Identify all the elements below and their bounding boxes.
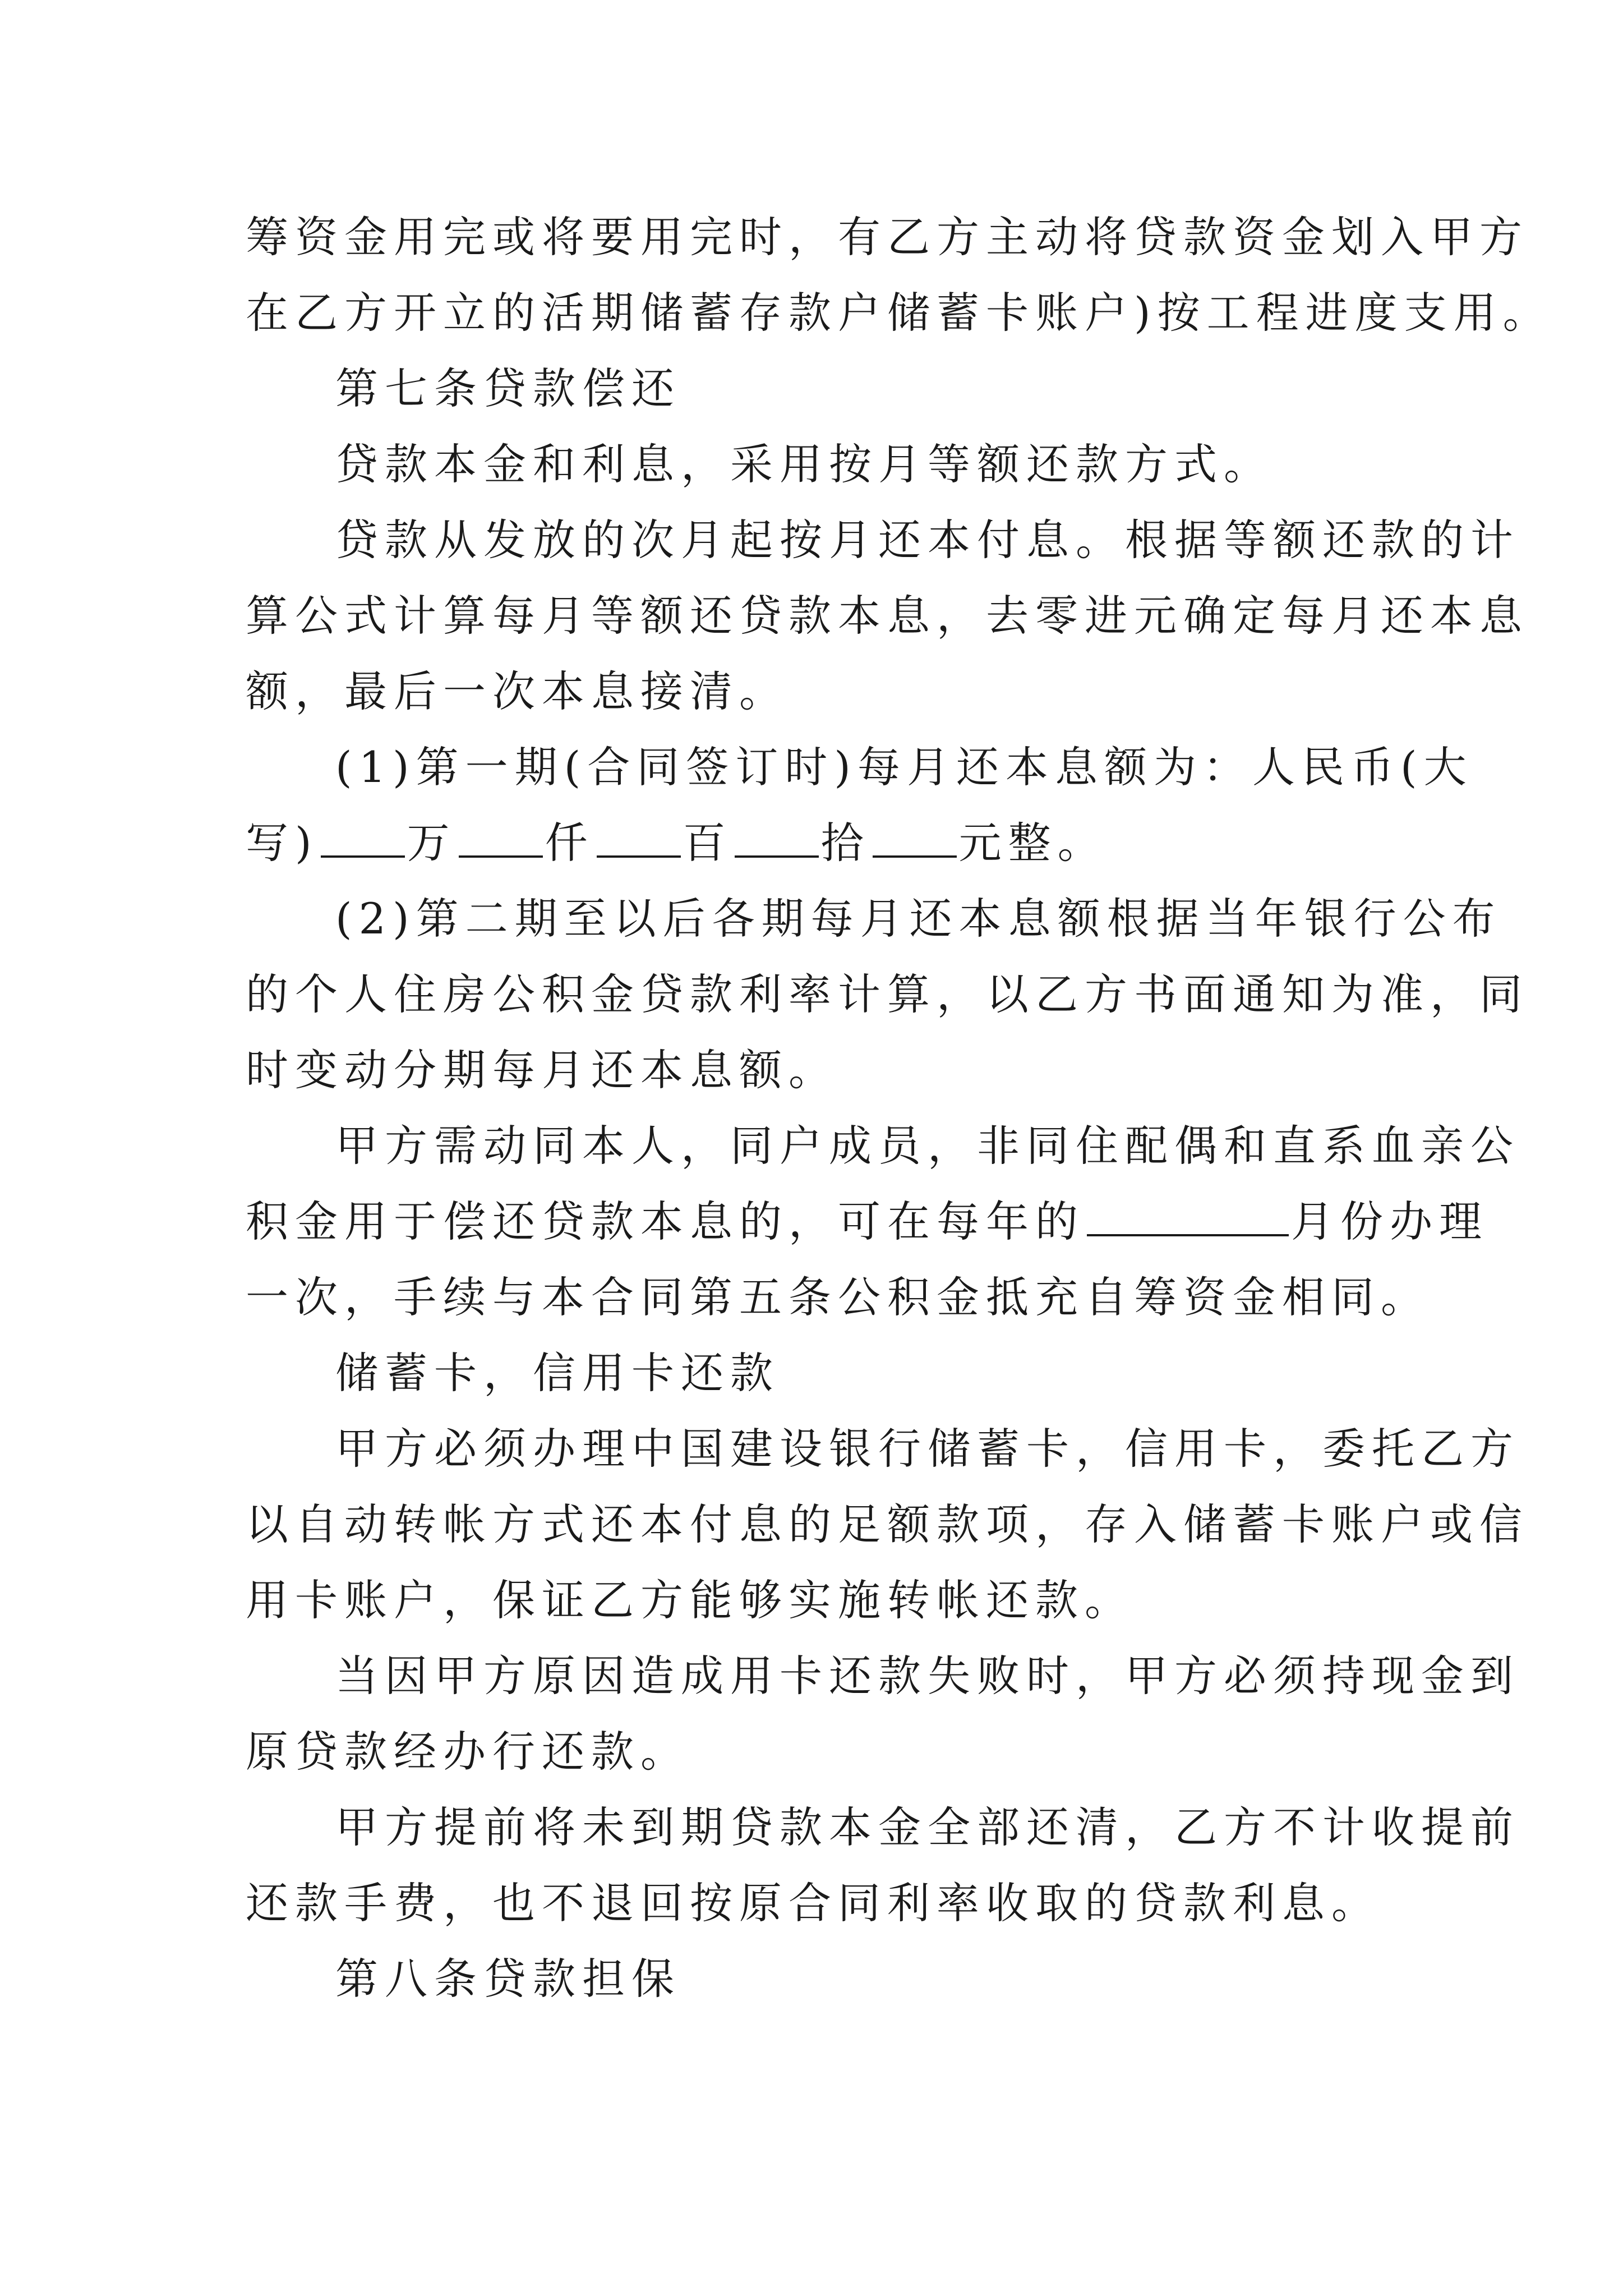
- text-line: 甲方需动同本人，同户成员，非同住配偶和直系血亲公: [335, 1121, 1520, 1171]
- text-line: 在乙方开立的活期储蓄存款户储蓄卡账户)按工程进度支用。: [246, 288, 1552, 338]
- text-line: 时变动分期每月还本息额。: [246, 1045, 838, 1095]
- amount-blank-qian[interactable]: [459, 816, 543, 858]
- text-line: 用卡账户，保证乙方能够实施转帐还款。: [246, 1575, 1134, 1625]
- month-blank[interactable]: [1087, 1195, 1289, 1236]
- amount-unit: 元整。: [958, 818, 1107, 868]
- text-line: 甲方必须办理中国建设银行储蓄卡，信用卡，委托乙方: [335, 1424, 1520, 1474]
- text-line: 甲方提前将未到期贷款本金全部还清，乙方不计收提前: [335, 1802, 1520, 1852]
- text-line: 当因甲方原因造成用卡还款失败时，甲方必须持现金到: [335, 1651, 1520, 1701]
- month-line-before: 积金用于偿还贷款本息的，可在每年的: [246, 1197, 1085, 1246]
- amount-unit: 仟: [545, 818, 594, 868]
- amount-unit: 拾: [820, 818, 870, 868]
- text-line: 额，最后一次本息接清。: [246, 666, 789, 716]
- month-fill-line: [246, 1184, 1488, 1259]
- text-line: 的个人住房公积金贷款利率计算，以乙方书面通知为准，同: [246, 969, 1529, 1019]
- section-heading-8: 第八条贷款担保: [335, 1954, 681, 2004]
- document-body: [246, 199, 1552, 2017]
- amount-unit: 万: [407, 818, 457, 868]
- text-line: 算公式计算每月等额还贷款本息，去零进元确定每月还本息: [246, 591, 1529, 641]
- text-line: (1)第一期(合同签订时)每月还本息额为：人民币(大: [335, 742, 1473, 792]
- month-line-after: 月份办理: [1291, 1197, 1488, 1246]
- text-line: 贷款从发放的次月起按月还本付息。根据等额还款的计: [335, 515, 1520, 565]
- amount-blank-shi[interactable]: [735, 816, 819, 858]
- subsection-heading: 储蓄卡，信用卡还款: [335, 1348, 780, 1398]
- text-line: 一次，手续与本合同第五条公积金抵充自筹资金相同。: [246, 1272, 1430, 1322]
- amount-blank-wan[interactable]: [321, 816, 405, 858]
- text-line: (2)第二期至以后各期每月还本息额根据当年银行公布: [335, 894, 1502, 944]
- amount-fill-line: [246, 805, 1384, 881]
- section-heading-7: 第七条贷款偿还: [335, 364, 681, 413]
- amount-prefix: 写): [246, 818, 319, 868]
- text-line: 原贷款经办行还款。: [246, 1727, 690, 1777]
- text-line: 贷款本金和利息，采用按月等额还款方式。: [335, 439, 1273, 489]
- amount-blank-yuan[interactable]: [873, 816, 957, 858]
- text-line: 筹资金用完或将要用完时，有乙方主动将贷款资金划入甲方: [246, 212, 1529, 262]
- text-line: 以自动转帐方式还本付息的足额款项，存入储蓄卡账户或信: [246, 1499, 1529, 1549]
- amount-blank-bai[interactable]: [597, 816, 681, 858]
- text-line: 还款手费，也不退回按原合同利率收取的贷款利息。: [246, 1878, 1381, 1928]
- amount-unit: 百: [683, 818, 732, 868]
